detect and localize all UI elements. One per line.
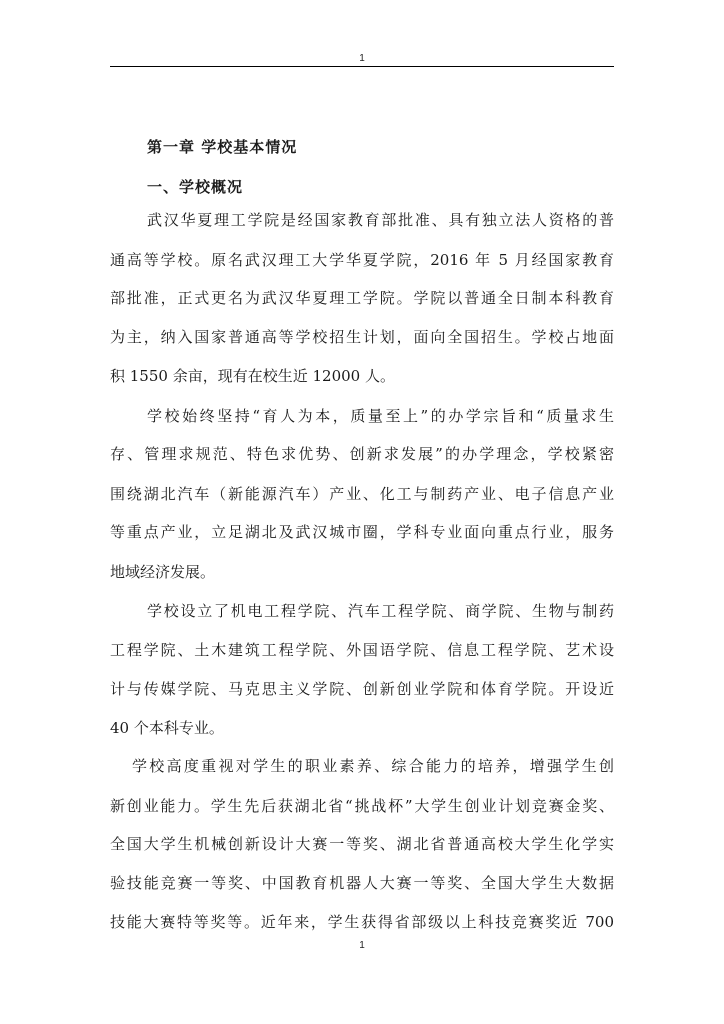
paragraph-line: 全国大学生机械创新设计大赛一等奖、湖北省普通高校大学生化学实 bbox=[110, 835, 614, 853]
paragraph-line: 验技能竞赛一等奖、中国教育机器人大赛一等奖、全国大学生大数据 bbox=[110, 874, 614, 892]
paragraph-line: 计与传媒学院、马克思主义学院、创新创业学院和体育学院。开设近 bbox=[110, 680, 614, 698]
paragraph-line: 围绕湖北汽车（新能源汽车）产业、化工与制药产业、电子信息产业 bbox=[110, 485, 614, 503]
paragraph-line: 学校始终坚持“育人为本，质量至上”的办学宗旨和“质量求生 bbox=[147, 407, 614, 425]
paragraph-line: 工程学院、土木建筑工程学院、外国语学院、信息工程学院、艺术设 bbox=[110, 641, 614, 659]
paragraph-line: 技能大赛特等奖等。近年来，学生获得省部级以上科技竞赛奖近 700 bbox=[110, 913, 614, 931]
paragraph-line: 为主，纳入国家普通高等学校招生计划，面向全国招生。学校占地面 bbox=[110, 328, 614, 346]
paragraph-line: 积 1550 余亩，现有在校生近 12000 人。 bbox=[110, 367, 395, 385]
paragraph-line: 新创业能力。学生先后获湖北省“挑战杯”大学生创业计划竞赛金奖、 bbox=[110, 797, 614, 815]
paragraph-line: 通高等学校。原名武汉理工大学华夏学院，2016 年 5 月经国家教育 bbox=[110, 251, 614, 269]
paragraph-line: 存、管理求规范、特色求优势、创新求发展”的办学理念，学校紧密 bbox=[110, 445, 614, 463]
paragraph-line: 40 个本科专业。 bbox=[110, 719, 224, 737]
header-divider bbox=[110, 66, 614, 67]
paragraph-line: 等重点产业，立足湖北及武汉城市圈，学科专业面向重点行业，服务 bbox=[110, 523, 614, 541]
paragraph-line: 部批准，正式更名为武汉华夏理工学院。学院以普通全日制本科教育 bbox=[110, 289, 614, 307]
paragraph-line: 武汉华夏理工学院是经国家教育部批准、具有独立法人资格的普 bbox=[147, 211, 614, 229]
header-page-number: 1 bbox=[359, 53, 365, 64]
paragraph-line: 地域经济发展。 bbox=[110, 563, 216, 581]
footer-page-number: 1 bbox=[359, 940, 365, 951]
section-title: 一、学校概况 bbox=[147, 178, 244, 196]
chapter-title: 第一章 学校基本情况 bbox=[147, 138, 298, 156]
paragraph-line: 学校设立了机电工程学院、汽车工程学院、商学院、生物与制药 bbox=[147, 602, 614, 620]
paragraph-line: 学校高度重视对学生的职业素养、综合能力的培养，增强学生创 bbox=[132, 757, 614, 775]
